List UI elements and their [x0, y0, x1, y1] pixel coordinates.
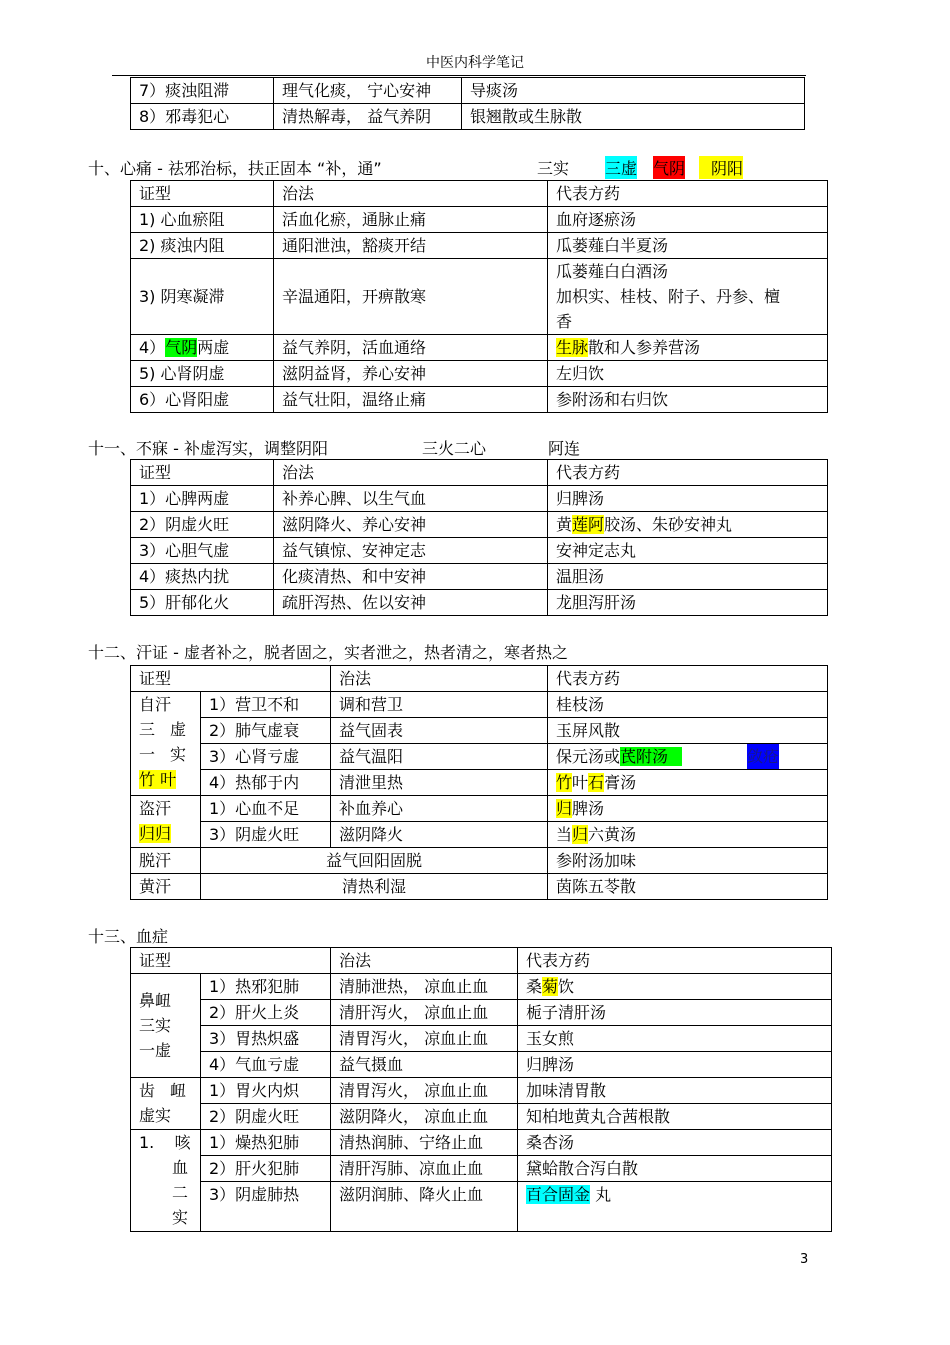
highlight-baihe: 百合固金 [526, 1185, 591, 1204]
label-line: 实 [171, 1208, 188, 1227]
label-line: 血 [171, 1158, 188, 1177]
table-cell: 归脾汤 [548, 486, 828, 512]
table-cell: 清热利湿 [201, 874, 548, 900]
table-cell: 血府逐瘀汤 [548, 207, 828, 233]
table-cell: 参附汤和右归饮 [548, 387, 828, 413]
table-row [131, 770, 828, 796]
table-cell: 1）营卫不和 [201, 692, 331, 718]
table-cell: 清热解毒， 益气养阴 [274, 104, 462, 130]
column-header: 代表方药 [548, 460, 828, 486]
table-row [131, 233, 828, 259]
label-line: 虚实 [139, 1106, 172, 1125]
table-cell: 参附汤加味 [548, 848, 828, 874]
highlight-lianchuang: 敛疮 [747, 744, 779, 769]
table-cell: 安神定志丸 [548, 538, 828, 564]
table-cell: 清肝泻肺、凉血止血 [331, 1156, 518, 1182]
table-row [131, 718, 828, 744]
table-cell: 黄汗 [131, 874, 201, 900]
table-row [131, 361, 828, 387]
cell-text: 丸 [595, 1185, 612, 1204]
table-cell: 补血养心 [331, 796, 548, 822]
highlight-gui: 归 [572, 825, 589, 844]
table-cell: 理气化痰， 宁心安神 [274, 78, 462, 104]
table-cell: 益气温阳 [331, 744, 548, 770]
highlight-shi: 石 [588, 773, 605, 792]
label-char: 衄 [169, 1081, 186, 1100]
table-cell: 化痰清热、和中安神 [274, 564, 548, 590]
table-cell: 5) 心肾阴虚 [131, 361, 274, 387]
cell-line: 瓜蒌薤白白酒汤 [556, 262, 669, 281]
table-header-row [131, 666, 828, 692]
table-row [131, 874, 828, 900]
header-divider [112, 75, 806, 76]
heading-text: 十一、不寐 - 补虚泻实，调整阴阳 [88, 439, 328, 458]
table-cell: 黛蛤散合泻白散 [518, 1156, 832, 1182]
table-cell: 左归饮 [548, 361, 828, 387]
table-cell: 3）阴虚肺热 [201, 1182, 331, 1232]
label-line [139, 717, 200, 742]
table-row [131, 1156, 832, 1182]
table-cell: 1) 心血瘀阻 [131, 207, 274, 233]
tag-sanxu: 三虚 [605, 156, 637, 179]
cell-text: 黄 [556, 515, 573, 534]
page-number: 3 [800, 1252, 809, 1267]
label-line: 盗汗 [139, 799, 172, 818]
label-line [139, 1078, 200, 1103]
highlight-ju: 菊 [542, 977, 559, 996]
table-cell: 银翘散或生脉散 [462, 104, 805, 130]
table-cell [548, 822, 828, 848]
table-cell: 清肝泻火， 凉血止血 [331, 1000, 518, 1026]
table-cell: 3）心胆气虚 [131, 538, 274, 564]
table-cell: 滋阴益肾，养心安神 [274, 361, 548, 387]
table-row [131, 848, 828, 874]
column-header: 证型 [131, 181, 274, 207]
table-cell: 清肺泄热， 凉血止血 [331, 974, 518, 1000]
table-header-row [131, 948, 832, 974]
table-section-13 [130, 947, 832, 1232]
table-cell: 导痰汤 [462, 78, 805, 104]
table-row [131, 692, 828, 718]
table-cell: 知柏地黄丸合茜根散 [518, 1104, 832, 1130]
table-cell: 滋阴降火 [331, 822, 548, 848]
table-cell: 益气摄血 [331, 1052, 518, 1078]
table-row [131, 1182, 832, 1232]
table-cell: 龙胆泻肝汤 [548, 590, 828, 616]
table-cell: 滋阴降火、养心安神 [274, 512, 548, 538]
table-cell: 4）痰热内扰 [131, 564, 274, 590]
table-cell: 4）气血亏虚 [201, 1052, 331, 1078]
highlight-lianjiao: 莲阿 [572, 515, 605, 534]
cell-line: 香 [556, 312, 573, 331]
table-cell: 加味清胃散 [518, 1078, 832, 1104]
table-cell: 2）肺气虚衰 [201, 718, 331, 744]
table-cell: 桑杏汤 [518, 1130, 832, 1156]
table-row [131, 974, 832, 1000]
cell-text: 叶 [572, 773, 589, 792]
highlight-shengmai: 生脉 [556, 338, 589, 357]
table-cell: 栀子清肝汤 [518, 1000, 832, 1026]
table-cell: 益气回阳固脱 [201, 848, 548, 874]
table-cell [548, 744, 828, 770]
table-row [131, 1000, 832, 1026]
table-cell: 滋阴降火， 凉血止血 [331, 1104, 518, 1130]
column-header: 治法 [331, 948, 518, 974]
label-line: 自汗 [139, 695, 172, 714]
table-cell: 2）阴虚火旺 [201, 1104, 331, 1130]
cell-text: 胶汤、朱砂安神丸 [604, 515, 733, 534]
daohan-label [131, 796, 201, 848]
table-cell: 1）心血不足 [201, 796, 331, 822]
table-cell [518, 1182, 832, 1232]
table-cell: 归脾汤 [518, 1052, 832, 1078]
section-heading-10 [88, 156, 788, 178]
table-cell: 2) 痰浊内阻 [131, 233, 274, 259]
table-row [131, 1078, 832, 1104]
table-cell: 茵陈五苓散 [548, 874, 828, 900]
table-row [131, 1026, 832, 1052]
table-cell: 3）阴虚火旺 [201, 822, 331, 848]
table-cell: 3）心肾亏虚 [201, 744, 331, 770]
cell-text: 散和人参养营汤 [588, 338, 701, 357]
tag-shishi: 三实 [537, 159, 570, 178]
table-cell [548, 796, 828, 822]
label-char: 虚 [169, 720, 186, 739]
table-row [131, 78, 805, 104]
table-cell: 3) 阴寒凝滞 [131, 259, 274, 335]
cell-text: 保元汤或 [556, 747, 621, 766]
table-cell: 3）胃热炽盛 [201, 1026, 331, 1052]
top-table [130, 77, 805, 130]
heading-text: 十、心痛 - 祛邪治标，扶正固本 “补，通” [88, 159, 382, 178]
table-row [131, 1052, 832, 1078]
table-cell: 调和营卫 [331, 692, 548, 718]
table-cell: 清胃泻火， 凉血止血 [331, 1078, 518, 1104]
table-section-11 [130, 459, 828, 616]
table-cell [518, 974, 832, 1000]
label-line: 1. 咳 [139, 1133, 191, 1152]
highlight-zhu: 竹 [556, 773, 573, 792]
label-line: 二 [171, 1183, 188, 1202]
section-heading-12 [88, 640, 568, 663]
highlight-qifu: 芪附汤 [620, 747, 682, 766]
table-cell: 补养心脾、以生气血 [274, 486, 548, 512]
label-char: 实 [169, 745, 186, 764]
highlight-qiyin: 气阴 [165, 338, 198, 357]
column-header: 代表方药 [548, 181, 828, 207]
chinu-label [131, 1078, 201, 1130]
table-cell: 玉屏风散 [548, 718, 828, 744]
binu-label [131, 974, 201, 1078]
table-cell: 1）燥热犯肺 [201, 1130, 331, 1156]
table-cell [548, 335, 828, 361]
column-header: 证型 [131, 460, 274, 486]
cell-text: 桑 [526, 977, 543, 996]
cell-line: 加枳实、桂枝、附子、丹参、檀 [556, 287, 781, 306]
table-row [131, 1130, 832, 1156]
table-cell: 益气镇惊、安神定志 [274, 538, 548, 564]
table-cell: 7）痰浊阻滞 [131, 78, 274, 104]
table-row [131, 486, 828, 512]
table-cell: 活血化瘀，通脉止痛 [274, 207, 548, 233]
label-line [139, 767, 200, 792]
table-row [131, 744, 828, 770]
table-cell: 1）胃火内炽 [201, 1078, 331, 1104]
table-row [131, 387, 828, 413]
table-row [131, 822, 828, 848]
label-char: 齿 [139, 1081, 156, 1100]
tag-yinyang: 阴阳 [699, 156, 743, 179]
table-row [131, 104, 805, 130]
label-line: 三实 [139, 1016, 172, 1035]
table-cell: 4）热郁于内 [201, 770, 331, 796]
column-header: 代表方药 [548, 666, 828, 692]
cell-text: 两虚 [197, 338, 230, 357]
heading-text: 十三、血症 [88, 927, 169, 946]
table-cell: 2）肝火犯肺 [201, 1156, 331, 1182]
table-cell: 辛温通阳，开痹散寒 [274, 259, 548, 335]
table-row [131, 796, 828, 822]
column-header: 治法 [331, 666, 548, 692]
table-header-row [131, 181, 828, 207]
table-section-12 [130, 665, 828, 900]
table-cell: 瓜蒌薤白半夏汤 [548, 233, 828, 259]
cell-text: 膏汤 [604, 773, 637, 792]
cell-text: 脾汤 [572, 799, 605, 818]
column-header: 证型 [131, 666, 331, 692]
table-cell: 5）肝郁化火 [131, 590, 274, 616]
table-row [131, 512, 828, 538]
column-header: 代表方药 [518, 948, 832, 974]
table-cell: 1）心脾两虚 [131, 486, 274, 512]
table-header-row [131, 460, 828, 486]
table-row [131, 538, 828, 564]
column-header: 治法 [274, 181, 548, 207]
table-row [131, 207, 828, 233]
column-header: 治法 [274, 460, 548, 486]
cell-text: 4） [139, 338, 166, 357]
heading-text: 十二、汗证 - 虚者补之，脱者固之，实者泄之，热者清之，寒者热之 [88, 643, 568, 662]
table-cell: 2）阴虚火旺 [131, 512, 274, 538]
table-cell: 1）热邪犯肺 [201, 974, 331, 1000]
table-cell: 益气壮阳，温络止痛 [274, 387, 548, 413]
label-char: 一 [139, 745, 156, 764]
cell-text: 饮 [558, 977, 575, 996]
table-cell: 疏肝泻热、佐以安神 [274, 590, 548, 616]
cell-text: 六黄汤 [588, 825, 637, 844]
zihan-label [131, 692, 201, 796]
table-cell: 益气固表 [331, 718, 548, 744]
table-cell [548, 770, 828, 796]
highlight-zhuye-label: 竹 叶 [139, 770, 177, 789]
table-cell: 脱汗 [131, 848, 201, 874]
page-header-title: 中医内科学笔记 [426, 55, 524, 71]
table-cell: 清胃泻火， 凉血止血 [331, 1026, 518, 1052]
section-heading-11 [88, 436, 688, 458]
label-line [139, 821, 200, 846]
table-row [131, 335, 828, 361]
tag-qiyin: 气阴 [653, 156, 685, 179]
table-cell: 温胆汤 [548, 564, 828, 590]
table-cell: 清热润肺、宁络止血 [331, 1130, 518, 1156]
highlight-guigui: 归归 [139, 824, 172, 843]
highlight-gui: 归 [556, 799, 573, 818]
table-row [131, 259, 828, 335]
table-cell: 2）肝火上炎 [201, 1000, 331, 1026]
table-row [131, 564, 828, 590]
section-heading-13 [88, 924, 168, 947]
table-cell: 桂枝汤 [548, 692, 828, 718]
table-cell: 清泄里热 [331, 770, 548, 796]
table-cell: 6）心肾阳虚 [131, 387, 274, 413]
tag-alian: 阿连 [548, 439, 581, 458]
table-cell [131, 335, 274, 361]
cell-text: 当 [556, 825, 573, 844]
table-cell: 益气养阴，活血通络 [274, 335, 548, 361]
kexue-label [131, 1130, 201, 1232]
label-line: 一虚 [139, 1041, 172, 1060]
table-section-10 [130, 180, 828, 413]
table-cell: 滋阴润肺、降火止血 [331, 1182, 518, 1232]
label-line [139, 742, 200, 767]
table-row [131, 1104, 832, 1130]
label-char: 三 [139, 720, 156, 739]
table-row [131, 590, 828, 616]
table-cell: 玉女煎 [518, 1026, 832, 1052]
tag-sanhuo: 三火二心 [422, 439, 487, 458]
table-cell: 8）邪毒犯心 [131, 104, 274, 130]
table-cell [548, 512, 828, 538]
label-line: 鼻衄 [139, 991, 172, 1010]
column-header: 证型 [131, 948, 331, 974]
table-cell [548, 259, 828, 335]
table-cell: 通阳泄浊，豁痰开结 [274, 233, 548, 259]
